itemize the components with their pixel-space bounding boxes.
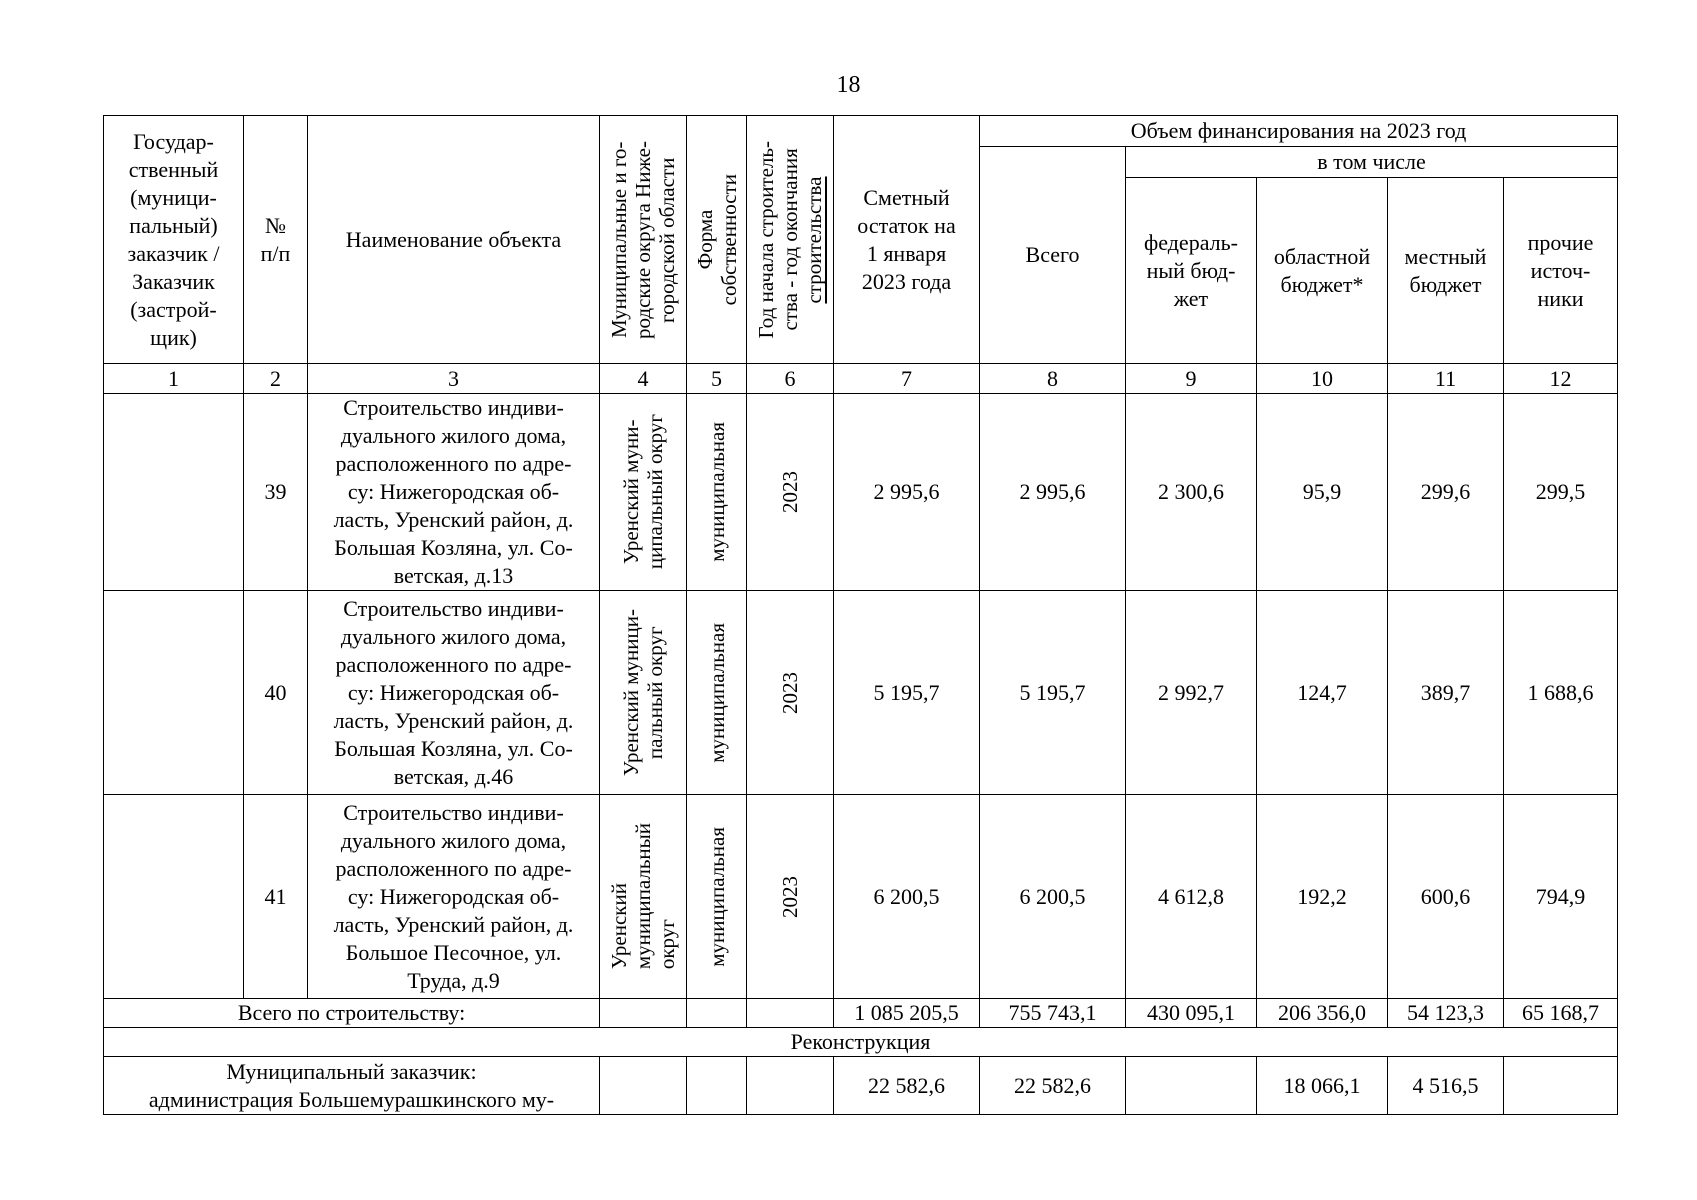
row-municipal-cell <box>600 394 687 591</box>
header-other: прочие источ- ники <box>1504 178 1618 364</box>
customer-label: Муниципальный заказчик: администрация Большемурашкинского му- <box>104 1057 600 1115</box>
header-funding: Объем финансирования на 2023 год <box>980 116 1618 147</box>
row-number: 39 <box>244 394 308 591</box>
customer-row <box>104 1057 1618 1115</box>
row-estimate: 2 995,6 <box>834 394 980 591</box>
col-number: 10 <box>1257 364 1388 394</box>
customer-other <box>1504 1057 1618 1115</box>
row-local: 299,6 <box>1388 394 1504 591</box>
col-number: 12 <box>1504 364 1618 394</box>
header-municipal-cell <box>600 116 687 364</box>
row-federal: 2 992,7 <box>1126 591 1257 795</box>
row-year: 2023 <box>778 875 802 918</box>
header-regional: областной бюджет* <box>1257 178 1388 364</box>
total-empty <box>687 999 747 1028</box>
header-ownership-cell <box>687 116 747 364</box>
row-object-name: Строительство индиви- дуального жилого дома, расположенного по адре- су: Нижегородская об- ласть, Уренский район, д. Большая Козляна, ул. Со- ветская, д.46 <box>308 591 600 795</box>
total-other: 65 168,7 <box>1504 999 1618 1028</box>
total-label: Всего по строительству: <box>104 999 600 1028</box>
col-number: 9 <box>1126 364 1257 394</box>
header-object-name: Наименование объекта <box>308 116 600 364</box>
row-year-cell <box>747 394 834 591</box>
row-estimate: 6 200,5 <box>834 795 980 999</box>
total-local: 54 123,3 <box>1388 999 1504 1028</box>
row-municipal-cell <box>600 591 687 795</box>
customer-estimate: 22 582,6 <box>834 1057 980 1115</box>
row-total: 6 200,5 <box>980 795 1126 999</box>
header-customer: Государ- ственный (муници- пальный) заказчик / Заказчик (застрой- щик) <box>104 116 244 364</box>
total-total: 755 743,1 <box>980 999 1126 1028</box>
row-regional: 124,7 <box>1257 591 1388 795</box>
row-object-name: Строительство индиви- дуального жилого дома, расположенного по адре- су: Нижегородская об- ласть, Уренский район, д. Большое Песочное, ул. Труда, д.9 <box>308 795 600 999</box>
row-other: 1 688,6 <box>1504 591 1618 795</box>
row-year: 2023 <box>778 671 802 714</box>
total-estimate: 1 085 205,5 <box>834 999 980 1028</box>
row-regional: 95,9 <box>1257 394 1388 591</box>
col-number: 8 <box>980 364 1126 394</box>
header-estimate: Сметный остаток на 1 января 2023 года <box>834 116 980 364</box>
col-number: 1 <box>104 364 244 394</box>
col-number: 5 <box>687 364 747 394</box>
header-total: Всего <box>980 147 1126 364</box>
row-municipal: Уренский муници- пальный округ <box>619 608 667 777</box>
row-ownership-cell <box>687 795 747 999</box>
row-year: 2023 <box>778 471 802 513</box>
row-municipal: Уренский муни- ципальный округ <box>619 414 667 570</box>
row-customer <box>104 591 244 795</box>
page-number: 18 <box>836 72 861 98</box>
col-number: 7 <box>834 364 980 394</box>
header-years-line1: Год начала строитель- ства - год окончания <box>754 140 802 339</box>
section-row <box>104 1028 1618 1057</box>
header-municipal: Муниципальные и го- родские округа Ниже- городской области <box>607 140 679 339</box>
row-federal: 4 612,8 <box>1126 795 1257 999</box>
row-federal: 2 300,6 <box>1126 394 1257 591</box>
total-empty <box>747 999 834 1028</box>
column-number-row <box>104 364 1618 394</box>
row-object-name: Строительство индиви- дуального жилого дома, расположенного по адре- су: Нижегородская об- ласть, Уренский район, д. Большая Козляна, ул. Со- ветская, д.13 <box>308 394 600 591</box>
row-municipal-cell <box>600 795 687 999</box>
row-other: 794,9 <box>1504 795 1618 999</box>
financing-table <box>103 115 1618 1115</box>
col-number: 3 <box>308 364 600 394</box>
row-number: 41 <box>244 795 308 999</box>
row-ownership: муниципальная <box>704 622 729 763</box>
table-row <box>104 591 1618 795</box>
section-title: Реконструкция <box>104 1028 1618 1057</box>
row-total: 2 995,6 <box>980 394 1126 591</box>
table-row <box>104 394 1618 591</box>
header-years-line2: строительства <box>802 175 826 303</box>
row-customer <box>104 795 244 999</box>
header-years-cell <box>747 116 834 364</box>
customer-federal <box>1126 1057 1257 1115</box>
row-number: 40 <box>244 591 308 795</box>
header-local: местный бюджет <box>1388 178 1504 364</box>
total-federal: 430 095,1 <box>1126 999 1257 1028</box>
row-ownership: муниципальная <box>704 422 729 562</box>
total-empty <box>600 999 687 1028</box>
row-estimate: 5 195,7 <box>834 591 980 795</box>
row-local: 389,7 <box>1388 591 1504 795</box>
header-years-text <box>754 141 826 339</box>
col-number: 11 <box>1388 364 1504 394</box>
header-including: в том числе <box>1126 147 1618 178</box>
header-row-1 <box>104 116 1618 147</box>
table-row <box>104 795 1618 999</box>
row-total: 5 195,7 <box>980 591 1126 795</box>
header-number: № п/п <box>244 116 308 364</box>
row-municipal: Уренский муниципальный округ <box>607 823 679 970</box>
customer-empty <box>687 1057 747 1115</box>
col-number: 2 <box>244 364 308 394</box>
header-federal: федераль- ный бюд- жет <box>1126 178 1257 364</box>
header-ownership: Форма собственности <box>692 173 741 306</box>
col-number: 4 <box>600 364 687 394</box>
row-other: 299,5 <box>1504 394 1618 591</box>
customer-regional: 18 066,1 <box>1257 1057 1388 1115</box>
row-ownership: муниципальная <box>704 826 729 967</box>
customer-empty <box>600 1057 687 1115</box>
total-regional: 206 356,0 <box>1257 999 1388 1028</box>
customer-empty <box>747 1057 834 1115</box>
row-customer <box>104 394 244 591</box>
row-local: 600,6 <box>1388 795 1504 999</box>
total-row <box>104 999 1618 1028</box>
row-year-cell <box>747 591 834 795</box>
row-ownership-cell <box>687 394 747 591</box>
row-ownership-cell <box>687 591 747 795</box>
col-number: 6 <box>747 364 834 394</box>
row-regional: 192,2 <box>1257 795 1388 999</box>
customer-local: 4 516,5 <box>1388 1057 1504 1115</box>
row-year-cell <box>747 795 834 999</box>
customer-total: 22 582,6 <box>980 1057 1126 1115</box>
